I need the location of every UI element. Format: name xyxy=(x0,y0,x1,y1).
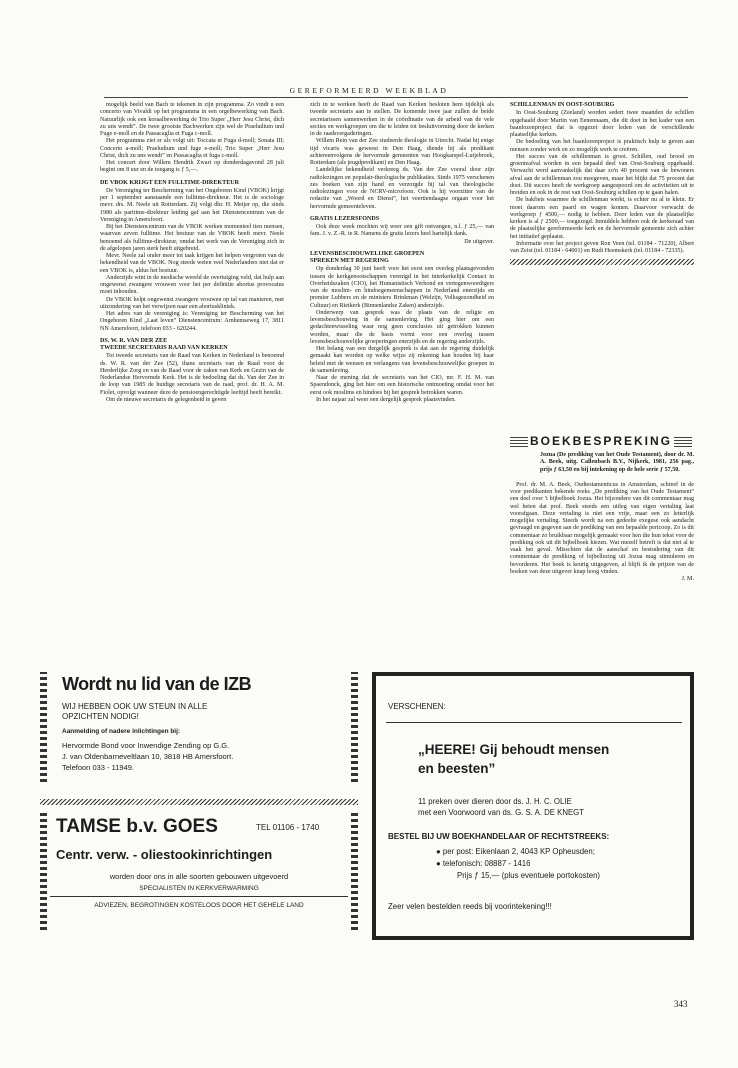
ad-izb xyxy=(40,672,358,782)
izb-address-line: Hervormde Bond voor Inwendige Zending op G.G. xyxy=(62,741,230,750)
paragraph: Om de nieuwe secretaris de gelegenheid te geven xyxy=(106,396,227,403)
ad-border-left xyxy=(40,810,47,930)
olie-preorder: Zeer velen bestelden reeds bij voorintekening!!! xyxy=(388,902,552,911)
paragraph: Het succes van de schillenman is groot. Schillen, oud brood en groenteafval worden in een bepaald deel van Oost-Souburg opgehaald. Verwacht werd aanvankelijk dat daar zo'n 40 procent van de bewoners afval aan de schillenman zou meegeven, maar het blijkt dat 75 procent dat doet. Dit succes heeft de werkgroep aangespoord om de activiteiten uit te breiden en ook in de rest van Oost-Souburg schillen op te gaan halen. xyxy=(510,153,694,196)
olie-contact xyxy=(436,846,600,882)
tamse-specialists: SPECIALISTEN IN KERKVERWARMING xyxy=(139,885,259,892)
tamse-divider xyxy=(50,896,348,897)
masthead-rule xyxy=(104,97,688,98)
olie-phone-text: telefonisch: 08887 - 1416 xyxy=(442,859,531,868)
paragraph: Informatie over het project geven Ron Veen (tel. 01184 - 71220), Albert van Zeist (tel. 01184 - 64001) en Rudi Heemskerk (tel. 01184 - 72335). xyxy=(510,240,694,254)
paragraph: Prof. dr. M. A. Beek, Oudtestamenticus in Amsterdam, schreef in de voor predikanten bekende reeks „De prediking van het Oude Testament” een deel over 't bijbelboek Jozua. Het bijzondere van dit commentaar mag wel heten dat prof. Beek steeds een uitleg van eigen vertaling laat voorafgaan. Deze vertaling is niet een vrije, maar een zo letterlijk mogelijke vertaling. Steeds wordt na een gedeelte exegese ook aandacht gevraagd en gegeven aan de prediking van een bepaalde pericoop. Zo is dit commentaar zo bruikbaar mogelijk gemaakt voor hen die hun tekst voor de prediking ook uit dit bijbelboek kiezen. Wat mezelf betreft is dat niet al te vaak het geval. Misschien dat de aanschaf en bestudering van dit commentaar de prediking of bijbellezing uit Jozua mag stimuleren en bevorderen. Het boek is keurig uitgegeven, al blijft ik de prijzen van de boeken van deze uitgever knap hoog vinden. xyxy=(510,481,694,575)
izb-info-label: Aanmelding of nadere inlichtingen bij: xyxy=(62,728,181,735)
olie-price: Prijs ƒ 15,— (plus eventuele portokosten) xyxy=(457,871,601,880)
ad-border-right xyxy=(351,810,358,930)
book-reference: Jozua (De prediking van het Oude Testament), door dr. M. A. Beek, uitg. Callenbach B.V., Nijkerk, 1981, 256 pag., prijs ƒ 63,50 en bij intekening op de hele serie ƒ 57,50. xyxy=(540,452,694,473)
article-heading: DE VBOK KRIJGT EEN FULLTIME-DIREKTEUR xyxy=(100,179,240,186)
paragraph: In Oost-Souburg (Zeeland) worden sedert twee maanden de schillen opgehaald door Martin van Eenennaam, die dit doet in het kader van een baanlozenproject dat is opgezet door leden van de verschillende plaatselijke kerken. xyxy=(510,110,694,138)
banner-bar-right xyxy=(674,435,692,447)
izb-address xyxy=(62,740,233,773)
olie-order: BESTEL BIJ UW BOEKHANDELAAR OF RECHTSTREEKS: xyxy=(388,832,610,841)
paragraph: Het concert door Willem Hendrik Zwart op donderdagavond 28 juli begint om 8 uur en de toegang is ƒ 5,—. xyxy=(100,160,284,174)
tamse-service: Centr. verw. - oliestookinrichtingen xyxy=(56,847,273,862)
article-heading: GRATIS LEZERSFONDS xyxy=(310,215,380,222)
izb-subtitle xyxy=(62,702,207,722)
article-subheading: SPREKEN MET REGERING xyxy=(310,258,389,264)
izb-title: Wordt nu lid van de IZB xyxy=(62,674,252,694)
bullet-icon: ● xyxy=(436,859,443,868)
paragraph: Ook deze week mochten wij weer een gift ontvangen, n.l. ƒ 25,— van fam. J. v. Z.-R. te R. Namens de gratis lezers heel hartelijk dank. xyxy=(310,224,494,238)
article-heading: LEVENSBESCHOUWELIJKE GROEPEN xyxy=(310,250,425,257)
bullet-icon: ● xyxy=(436,847,443,856)
olie-verschenen: VERSCHENEN: xyxy=(388,702,446,711)
paragraph: Landelijke bekendheid verkreeg ds. Van der Zee vooral door zijn radiolezingen en populair-theologische publikaties. Sinds 1975 verschenen zes boeken van zijn hand en verzorgde hij tal van theologische radiolezingen voor de NCRV-microfoon. Ook is hij voorzitter van de redactie van „Woord en Dienst”, het veertiendaagse orgaan voor het hervormde gemeenteleven. xyxy=(310,167,494,210)
ad-tamse xyxy=(40,810,358,930)
separator-wave xyxy=(510,259,694,265)
olie-post xyxy=(436,846,600,858)
tamse-advice: ADVIEZEN, BEGROTINGEN KOSTELOOS DOOR HET GEHELE LAND xyxy=(94,902,304,909)
olie-title xyxy=(418,740,609,778)
izb-subtitle-line: WIJ HEBBEN OOK UW STEUN IN ALLE xyxy=(62,702,208,711)
izb-subtitle-line: OPZICHTEN NODIG! xyxy=(62,712,139,721)
article-heading: DS. W. R. VAN DER ZEE xyxy=(100,337,168,344)
olie-phone xyxy=(436,858,600,870)
boekbespreking-banner xyxy=(510,433,692,448)
paragraph: mogelijk beeld van Bach te tekenen in zijn programma. Zo vindt u een concerto van Vivaldi op het programma in een orgelbewerking van Bach. Natuurlijk ook een koraalbewerking de Trio Super „Herr Jesu Christ, dich zu uns wendt”. De twee grootste Bachwerken zijn wel de Praeludium und Fuge e-moll en de Passacaglia et Fuga c-moll. xyxy=(100,102,284,137)
tamse-phone: TEL 01106 - 1740 xyxy=(256,823,320,832)
ad-separator xyxy=(40,799,358,805)
banner-bar-left xyxy=(510,435,528,447)
izb-address-line: Telefoon 033 - 11949. xyxy=(62,763,135,772)
article-heading: SCHILLENMAN IN OOST-SOUBURG xyxy=(510,102,615,108)
paragraph: Het belang van een dergelijk gesprek is dat aan de regering duidelijk gemaakt kan worden op welke wijze zij rekening kan houden bij haar beleid met de wensen en verlangens van levensbeschouwelijke groepen in de samenleving. xyxy=(310,346,494,374)
article-subheading: TWEEDE SECRETARIS RAAD VAN KERKEN xyxy=(100,345,228,351)
olie-title-line: „HEERE! Gij behoudt mensen xyxy=(418,742,610,757)
olie-divider xyxy=(386,722,682,723)
paragraph: Naar de mening dat de secretaris van het CIO, mr. F. H. M. van Spaendonck, ging het hier om een historische ontmoeting omdat voor het eerst ook moslims en hindoes bij het gesprek betrokken waren. xyxy=(310,375,494,396)
boekbespreking-title: BOEKBESPREKING xyxy=(529,433,673,448)
paragraph: Tot tweede secretaris van de Raad van Kerken in Nederland is benoemd ds. W. R. van der Zee (52), thans secretaris van de Raad voor de Herderlijke Zorg en van de Raad voor de zaken van Kerk en Gezin van de Nederlandse Hervormde Kerk. Het is de bedoeling dat ds. Van der Zee in de loop van 1985 de huidige secretaris van de raad, prof. dr. H. A. M. Fiolet, opvolgt wanneer deze de pensioengerechtigde leeftijd heeft bereikt. xyxy=(100,353,284,396)
signature: De uitgever. xyxy=(464,238,494,245)
signature: J. M. xyxy=(681,576,694,582)
olie-post-text: per post: Eikenlaan 2, 4043 KP Opheusden; xyxy=(442,847,595,856)
paragraph: In het najaar zal weer een dergelijk gesprek plaatsvinden. xyxy=(316,396,456,403)
paragraph: De bedoeling van het baanlozenproject is praktisch hulp te geven aan mensen zonder werk en zo mogelijk werk te creëren. xyxy=(510,139,694,153)
paragraph: Willem Rein van der Zee studeerde theologie in Utrecht. Nadat hij enige tijd vicaris was geweest in Den Haag, diende hij als predikant achtereenvolgens de hervormde gemeenten van Hoogkarspel-Lutjebroek, Rotterdam (als jeugdpredikant) en Den Haag. xyxy=(310,138,494,166)
ad-border-left xyxy=(40,672,47,782)
paragraph: Mevr. Neele zal onder meer tot taak krijgen het helpen vergroten van de bekendheid van de VBOK. Nog steeds weten veel Nederlanders niet dat er een VBOK is, aldus het bestuur. xyxy=(100,253,284,274)
izb-address-line: J. van Oldenbarneveltlaan 10, 3818 HB Amersfoort. xyxy=(62,752,234,761)
paragraph: Op donderdag 30 juni heeft voor het eerst een overleg plaatsgevonden tussen de kerkgenootschappen verenigd in het interkerkelijk Contact in Overheidszaken (CIO), het Humanistisch Verbond en vertegenwoordigers van de moslim- en hindoegemeenschappen in Nederland enerzijds en premier Lubbers en de ministers Brinkman (Welzijn, Volksgezondheid en Cultuur) en Rietkerk (Binnenlandse Zaken) anderzijds. xyxy=(310,266,494,309)
ad-olie xyxy=(372,672,694,940)
review-column xyxy=(510,452,694,583)
paragraph: Het adres van de vereniging is: Vereniging ter Bescherming van het Ongeboren Kind „Laat leven” Dienstencentrum: Arnhemseweg 17, 3811 NN Amersfoort, telefoon 033 - 620244. xyxy=(100,311,284,332)
olie-description-line: 11 preken over dieren door ds. J. H. C. OLIE xyxy=(418,797,572,806)
column-3 xyxy=(510,102,694,265)
column-2 xyxy=(310,102,494,404)
olie-title-line: en beesten” xyxy=(418,761,496,776)
tamse-name: TAMSE b.v. GOES xyxy=(56,816,218,837)
paragraph: Het programma ziet er als volgt uit: Toccata et Fuga d-moll; Sonata III; Concerto a-moll; Praeludium und fuge e-moll; Trio Super „Herr Jesu Christ, dich zu uns wendt” en Passacaglia et fuga c-moll. xyxy=(100,138,284,159)
olie-description xyxy=(418,796,584,818)
ad-border-right xyxy=(351,672,358,782)
paragraph: Bij het Dienstencentrum van de VBOK werken momenteel tien mensen, waarvan zeven fulltime. Het bestuur van de VBOK heeft mevr. Neele benoemd als fulltime-direkteur, omdat het werk van de Vereniging zich in de afgelopen jaren sterk heeft uitgebreid. xyxy=(100,224,284,252)
column-1 xyxy=(100,102,284,404)
masthead: GEREFORMEERD WEEKBLAD xyxy=(289,86,449,95)
paragraph: De bakfiets waarmee de schillenman werkt, is echter nu al te klein. Er moet daarom een paard en wagen komen. Daarvoor verwacht de werkgroep ƒ 4500,— nodig te hebben. Door leden van de plaatselijke kerken is al ƒ 2500,— toegezegd. Inmiddels hebben ook de kerkeraad van de plaatselijke gereformeerde kerk en de hervormde gemeente zich achter het initiatief geplaatst. xyxy=(510,197,694,240)
paragraph: De Vereniging ter Bescherming van het Ongeboren Kind (VBOK) krijgt per 1 september aanstaande een fulltime-direkteur. Het is de sociologe mevr. drs. M. Neele uit Rotterdam. Zij volgt dhr. H. Meijer op, die sinds 1980 als parttime-direkteur leiding gaf aan het Dienstencentrum van de Vereniging in Amersfoort. xyxy=(100,187,284,223)
paragraph: zich in te werken heeft de Raad van Kerken besloten hem tijdelijk als tweede secretaris aan te stellen. De komende twee jaar zullen de beide secretarissen samenwerken in de coördinatie van de arbeid van de vele secties en werkgroepen om die te leiden tot besluitvorming door de kerken in de raadsvergaderingen. xyxy=(310,102,494,137)
olie-description-line: met een Voorwoord van ds. G. S. A. DE KNEGT xyxy=(418,808,584,817)
page-number: 343 xyxy=(674,999,688,1009)
tamse-line: worden door ons in alle soorten gebouwen uitgevoerd xyxy=(109,872,289,881)
paragraph: Onderwerp van gesprek was de plaats van de religie en levensbeschouwing in de samenleving. Het ging hier om een gedachtenwisseling waar nog geen conclusies uit getrokken kunnen worden, maar die de basis vormt voor een overleg tussen levensbeschouwelijke groeperingen enerzijds en de regering anderzijds. xyxy=(310,309,494,345)
paragraph: De VBOK helpt ongewenst zwangere vrouwen op tal van manieren, met uitzondering van het verwijzen naar een abortuskliniek. xyxy=(100,296,284,310)
paragraph: Anderzijds wint in de medische wereld de overtuiging veld, dat hulp aan ongewenst zwangere vrouwen voor het per definitie abortus provocatus moet inhouden. xyxy=(100,274,284,296)
